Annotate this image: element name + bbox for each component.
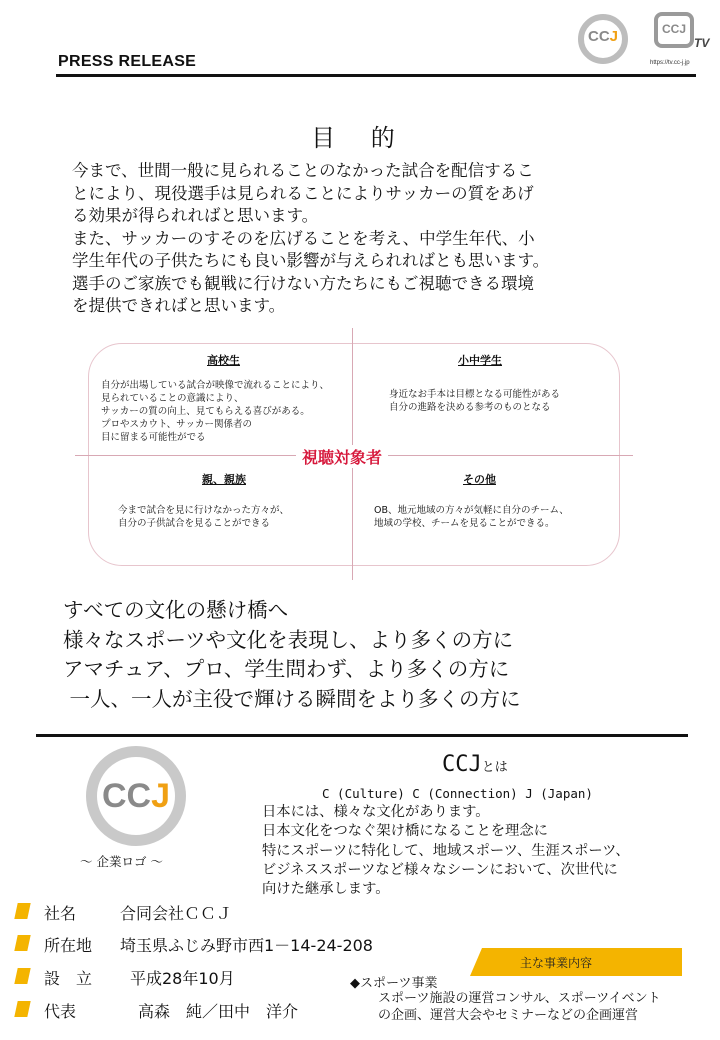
business-line: の企画、運営大会やセミナーなどの企画運営 — [378, 1008, 639, 1023]
bullet-square-icon — [14, 968, 30, 984]
quadrant-text-other — [374, 504, 569, 530]
about-heading-suffix: とは — [481, 760, 508, 775]
about-line: 日本には、様々な文化があります。 — [262, 804, 490, 820]
purpose-line: 選手のご家族でも観戦に行けない方たちにもご視聴できる環境 — [72, 273, 534, 293]
bullet-square-icon — [14, 1001, 30, 1017]
about-line: 向けた継承します。 — [262, 881, 390, 898]
quadrant-line: サッカーの質の向上、見てもらえる喜びがある。 — [101, 406, 310, 417]
purpose-line: る効果が得られればと思います。 — [72, 206, 319, 225]
business-text — [378, 990, 661, 1024]
company-logo-caption: ～ 企業ロゴ ～ — [80, 854, 163, 869]
press-release-label: PRESS RELEASE — [58, 53, 197, 70]
info-label: 所在地 — [44, 936, 93, 955]
purpose-line: を提供できればと思います。 — [72, 296, 286, 315]
about-subheading: C (Culture) C (Connection) J (Japan) — [322, 786, 593, 801]
quadrant-line: OB、地元地域の方々が気軽に自分のチーム、 — [374, 505, 569, 516]
quadrant-title-junior: 小中学生 — [458, 354, 502, 367]
info-value: 合同会社ＣＣＪ — [120, 904, 233, 923]
quadrant-line: 身近なお手本は目標となる可能性がある — [389, 389, 561, 400]
ccj-tv-logo-text: CCJ — [661, 22, 686, 36]
quadrant-line: 目に留まる可能性がでる — [101, 432, 206, 443]
bullet-square-icon — [14, 903, 30, 919]
company-logo-text: CCJ — [101, 777, 171, 815]
audience-center-label: 視聴対象者 — [296, 445, 388, 468]
about-heading-name: CCJ — [442, 752, 482, 777]
about-line: ビジネススポーツなど様々なシーンにおいて、次世代に — [262, 861, 618, 878]
purpose-line: 今まで、世間一般に見られることのなかった試合を配信するこ — [72, 161, 534, 180]
quadrant-title-high-school: 高校生 — [207, 354, 240, 367]
info-value: 埼玉県ふじみ野市西1－14-24-208 — [120, 936, 373, 955]
ccj-logo — [578, 14, 628, 64]
ccj-tv-suffix: TV — [694, 36, 710, 50]
quadrant-line: 自分の進路を決める参考のものとなる — [389, 402, 551, 413]
slogan-line: 様々なスポーツや文化を表現し、より多くの方に — [63, 627, 514, 652]
quadrant-line: 見られていることの意識により、 — [101, 393, 244, 404]
quadrant-text-junior — [389, 388, 560, 414]
quadrant-line: 今まで試合を見に行けなかった方々が、 — [118, 505, 290, 516]
slogan-line: 一人、一人が主役で輝ける瞬間をより多くの方に — [63, 686, 521, 711]
quadrant-text-high-school — [101, 379, 329, 444]
info-label: 社名 — [44, 904, 77, 923]
business-badge-label: 主な事業内容 — [520, 956, 593, 970]
quadrant-line: プロやスカウト、サッカー関係者の — [101, 419, 252, 430]
quadrant-line: 地域の学校、チームを見ることができる。 — [374, 518, 555, 529]
section-divider — [36, 734, 688, 737]
quadrant-line: 自分が出場している試合が映像で流れることにより、 — [101, 380, 330, 391]
quadrant-title-family: 親、親族 — [202, 473, 246, 486]
purpose-title: 目 的 — [311, 124, 409, 152]
about-text — [262, 803, 630, 899]
ccj-logo-text: CCJ — [587, 28, 618, 45]
quadrant-line: 自分の子供試合を見ることができる — [118, 518, 271, 529]
purpose-line: また、サッカーのすそのを広げることを考え、中学生年代、小 — [72, 228, 535, 248]
slogan — [63, 596, 521, 714]
ccj-tv-logo — [652, 10, 712, 62]
slogan-line: アマチュア、プロ、学生問わず、より多くの方に — [63, 657, 510, 681]
business-heading: ◆スポーツ事業 — [350, 976, 438, 991]
info-value: 平成28年10月 — [130, 969, 235, 988]
info-label: 設 立 — [44, 969, 93, 988]
about-heading — [442, 752, 508, 777]
info-value: 高森 純／田中 洋介 — [138, 1002, 299, 1021]
quadrant-title-other: その他 — [463, 473, 496, 486]
business-line: スポーツ施設の運営コンサル、スポーツイベント — [378, 991, 661, 1006]
info-label: 代表 — [44, 1002, 77, 1021]
header-rule — [56, 74, 696, 77]
bullet-square-icon — [14, 935, 30, 951]
purpose-text — [72, 160, 612, 318]
quadrant-text-family — [118, 504, 289, 530]
tv-url: https://tv.cc-j.jp — [650, 60, 690, 66]
about-line: 日本文化をつなぐ架け橋になることを理念に — [262, 823, 548, 840]
slogan-line: すべての文化の懸け橋へ — [63, 598, 289, 622]
about-line: 特にスポーツに特化して、地域スポーツ、生涯スポーツ、 — [262, 842, 630, 859]
purpose-line: とにより、現役選手は見られることによりサッカーの質をあげ — [72, 183, 534, 203]
purpose-line: 学生年代の子供たちにも良い影響が与えられればとも思います。 — [72, 251, 550, 270]
